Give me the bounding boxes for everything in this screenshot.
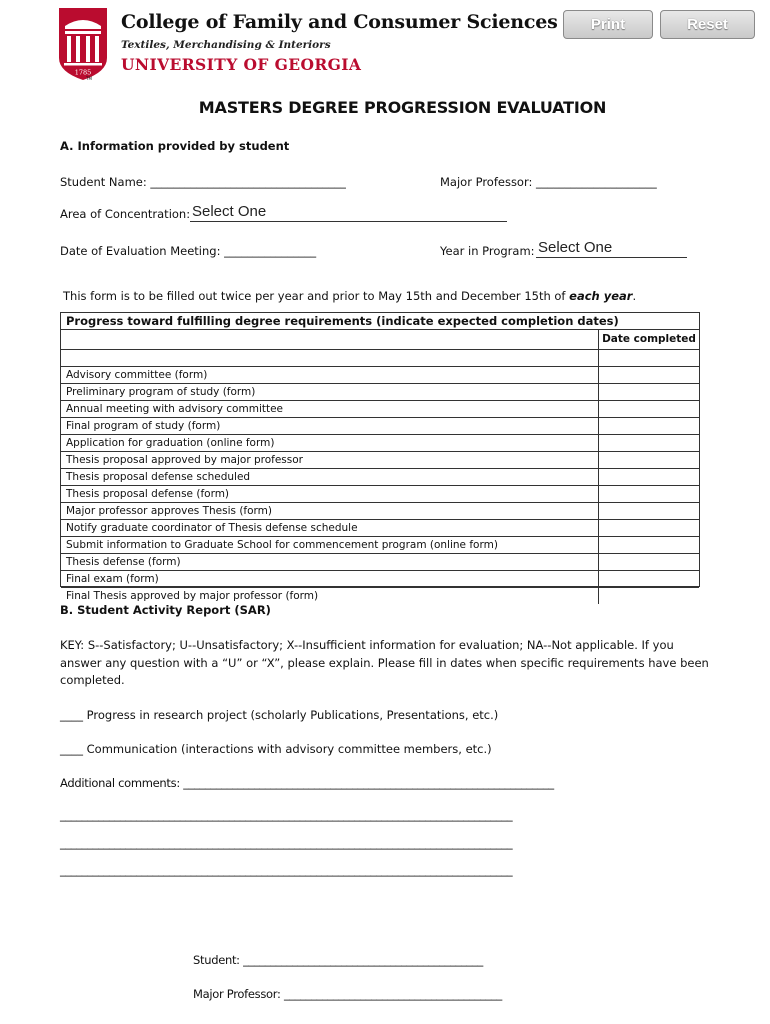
- student-name-label: Student Name:: [60, 175, 147, 189]
- student-signature-line[interactable]: ____________________________________________: [243, 953, 483, 967]
- comments-line-2[interactable]: ___________________________________________________________________________________: [60, 808, 513, 822]
- table-row: [61, 451, 699, 468]
- year-select[interactable]: [536, 239, 687, 258]
- date-completed-header: Date completed: [598, 330, 699, 349]
- table-row: [61, 366, 699, 383]
- logo-year: 1785: [74, 68, 92, 77]
- year-row: [440, 244, 535, 258]
- professor-signature-label: Major Professor:: [193, 987, 281, 1001]
- table-row: [61, 434, 699, 451]
- table-row-blank: [61, 349, 699, 366]
- major-professor-field[interactable]: _____________________: [536, 175, 657, 189]
- date-field[interactable]: ________________: [224, 244, 317, 258]
- date-completed-cell[interactable]: [598, 384, 699, 400]
- area-row: [60, 207, 190, 221]
- uga-arch-logo: [57, 6, 109, 82]
- section-a-heading: A. Information provided by student: [60, 139, 290, 153]
- area-select[interactable]: [190, 203, 507, 222]
- university-name: UNIVERSITY OF GEORGIA: [121, 55, 362, 74]
- date-completed-cell[interactable]: [598, 571, 699, 587]
- date-completed-cell[interactable]: [598, 554, 699, 570]
- requirement-label: Preliminary program of study (form): [66, 386, 256, 398]
- department-name: Textiles, Merchandising & Interiors: [121, 39, 331, 51]
- form-title: MASTERS DEGREE PROGRESSION EVALUATION: [198, 98, 607, 117]
- area-select-value: Select One: [192, 203, 267, 220]
- requirement-label: Annual meeting with advisory committee: [66, 403, 284, 415]
- student-name-field[interactable]: __________________________________: [150, 175, 346, 189]
- date-completed-cell[interactable]: [598, 452, 699, 468]
- table-row: [61, 417, 699, 434]
- requirement-label: Advisory committee (form): [66, 369, 208, 381]
- date-cell[interactable]: [598, 350, 699, 366]
- table-heading: Progress toward fulfilling degree requirements (indicate expected completion dates): [61, 313, 699, 330]
- table-row: [61, 587, 699, 604]
- date-completed-cell[interactable]: [598, 503, 699, 519]
- section-b-heading: B. Student Activity Report (SAR): [60, 603, 271, 617]
- sar-item-communication[interactable]: ____ Communication (interactions with advisory committee members, etc.): [60, 742, 492, 756]
- requirement-label: Major professor approves Thesis (form): [66, 505, 272, 517]
- professor-signature-line[interactable]: ________________________________________: [283, 987, 502, 1001]
- intro-text: [63, 289, 636, 303]
- table-row: [61, 570, 699, 587]
- requirement-label: Thesis proposal defense scheduled: [66, 471, 251, 483]
- intro-emphasis: each year: [569, 289, 633, 303]
- table-row: [61, 502, 699, 519]
- table-row: [61, 400, 699, 417]
- date-completed-cell[interactable]: [598, 469, 699, 485]
- reset-button[interactable]: Reset: [660, 10, 755, 39]
- requirement-label: Final exam (form): [66, 573, 159, 585]
- intro-text-start: This form is to be filled out twice per year and prior to May 15th and December 15th of: [63, 289, 570, 303]
- comments-row: [60, 776, 554, 790]
- requirement-label: Submit information to Graduate School for commencement program (online form): [66, 539, 498, 551]
- requirement-label: Notify graduate coordinator of Thesis defense schedule: [66, 522, 358, 534]
- requirement-label: Thesis defense (form): [66, 556, 181, 568]
- table-row: [61, 553, 699, 570]
- comments-line-1[interactable]: ____________________________________________________________________: [183, 776, 554, 790]
- student-name-row: [60, 175, 346, 189]
- requirement-label: Application for graduation (online form): [66, 437, 275, 449]
- print-button[interactable]: Print: [563, 10, 653, 39]
- date-completed-cell[interactable]: [598, 486, 699, 502]
- requirement-label: Thesis proposal approved by major professor: [66, 454, 303, 466]
- major-professor-label: Major Professor:: [440, 175, 533, 189]
- requirement-label: Final Thesis approved by major professor (form): [66, 590, 319, 602]
- date-completed-cell[interactable]: [598, 367, 699, 383]
- intro-text-end: .: [632, 289, 637, 303]
- table-row: [61, 485, 699, 502]
- requirements-table: [60, 312, 700, 602]
- date-label: Date of Evaluation Meeting:: [60, 244, 221, 258]
- comments-line-4[interactable]: ___________________________________________________________________________________: [60, 863, 513, 877]
- sar-item-research[interactable]: ____ Progress in research project (scholarly Publications, Presentations, etc.): [60, 708, 499, 722]
- date-completed-cell[interactable]: [598, 537, 699, 553]
- date-completed-cell[interactable]: [598, 418, 699, 434]
- date-completed-cell[interactable]: [598, 435, 699, 451]
- sar-key: KEY: S--Satisfactory; U--Unsatisfactory; X--Insufficient information for evaluation; NA--Not applicable. If you answer any question with a “U” or “X”, please explain. Please fill in dates when specific requirements have been completed.: [60, 638, 709, 687]
- table-row: [61, 536, 699, 553]
- comments-line-3[interactable]: ___________________________________________________________________________________: [60, 836, 513, 850]
- date-completed-cell[interactable]: [598, 520, 699, 536]
- date-completed-cell[interactable]: [598, 401, 699, 417]
- date-row: [60, 244, 316, 258]
- comments-label: Additional comments:: [60, 776, 180, 790]
- table-row: [61, 519, 699, 536]
- college-name: College of Family and Consumer Sciences: [121, 11, 558, 33]
- table-row: [61, 383, 699, 400]
- requirement-label: Thesis proposal defense (form): [66, 488, 230, 500]
- professor-signature-row: [193, 987, 502, 1001]
- year-select-value: Select One: [538, 239, 613, 256]
- student-signature-label: Student:: [193, 953, 240, 967]
- year-label: Year in Program:: [440, 244, 535, 258]
- major-professor-row: [440, 175, 657, 189]
- table-row: [61, 468, 699, 485]
- date-completed-cell[interactable]: [598, 588, 699, 604]
- requirement-label: Final program of study (form): [66, 420, 221, 432]
- area-label: Area of Concentration:: [60, 207, 191, 221]
- student-signature-row: [193, 953, 483, 967]
- trademark-mark: TM: [86, 76, 92, 81]
